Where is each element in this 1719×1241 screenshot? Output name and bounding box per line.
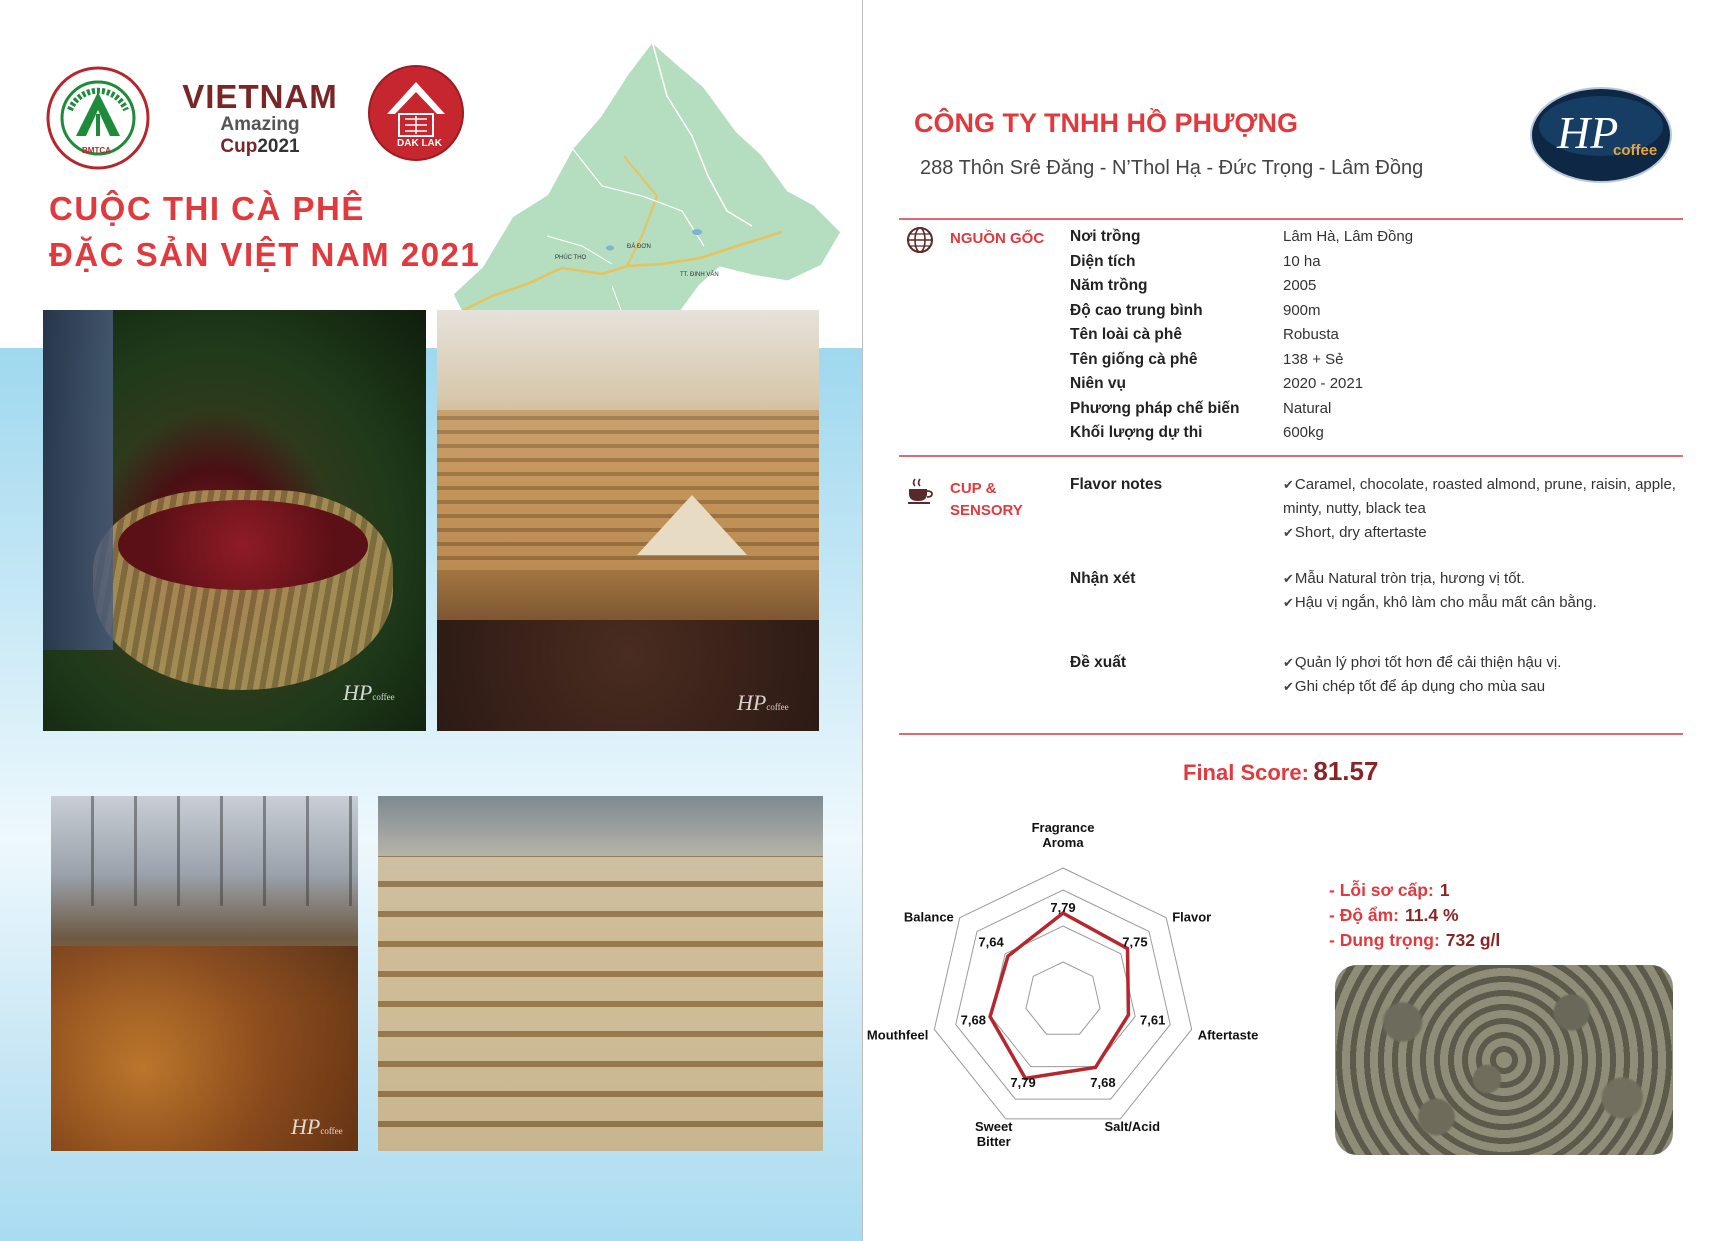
radar-value-label: 7,68	[960, 1012, 986, 1028]
origin-row-label: Diện tích	[1070, 252, 1136, 270]
check-icon: ✔	[1283, 525, 1294, 540]
hp-coffee-logo	[1529, 86, 1673, 184]
origin-row-label: Tên loài cà phê	[1070, 326, 1182, 343]
origin-section-label: NGUỒN GỐC	[950, 230, 1045, 247]
radar-axis-label: Aroma	[1042, 835, 1084, 850]
radar-series-line	[990, 913, 1128, 1078]
origin-row-value: 138 + Sẻ	[1283, 350, 1344, 368]
origin-row-label: Độ cao trung bình	[1070, 301, 1203, 319]
origin-row-label: Năm trồng	[1070, 277, 1148, 294]
origin-row-value: 10 ha	[1283, 252, 1321, 270]
globe-icon	[905, 225, 935, 255]
comment-list	[1283, 567, 1713, 615]
company-address: 288 Thôn Srê Đăng - N’Thol Hạ - Đức Trọng - Lâm Đồng	[920, 157, 1424, 179]
origin-row-label: Niên vụ	[1070, 375, 1126, 392]
photo-drying-tables	[437, 410, 819, 570]
check-icon: ✔	[1283, 477, 1294, 492]
green-bean-stats	[1329, 880, 1500, 955]
origin-row-value: 2020 - 2021	[1283, 375, 1364, 392]
radar-axis-label: Bitter	[976, 1133, 1011, 1149]
stat-row	[1329, 880, 1500, 901]
origin-row-value: 2005	[1283, 277, 1317, 294]
coffee-cup-icon	[905, 476, 935, 506]
origin-row-label: Khối lượng dự thi	[1070, 424, 1203, 441]
bmtca-bottom-text: BMTCA	[82, 146, 111, 155]
daklak-logo	[367, 64, 465, 162]
photo-watermark	[291, 1114, 343, 1140]
check-icon: ✔	[1283, 655, 1294, 670]
origin-row-value: Robusta	[1283, 326, 1339, 343]
checklist-item	[1283, 675, 1713, 699]
flavor-notes-list	[1283, 473, 1713, 545]
check-icon: ✔	[1283, 679, 1294, 694]
checklist-text: Caramel, chocolate, roasted almond, prune, raisin, apple, minty, nutty, black tea	[1283, 476, 1676, 517]
bmtca-logo	[46, 66, 150, 170]
divider-middle	[899, 455, 1683, 457]
radar-axis-label: Balance	[903, 909, 954, 925]
stat-label: - Độ ẩm:	[1329, 905, 1399, 925]
radar-value-label: 7,75	[1122, 934, 1148, 950]
origin-row-value: Lâm Hà, Lâm Đồng	[1283, 228, 1414, 245]
stat-row	[1329, 930, 1500, 951]
final-score	[1183, 756, 1378, 787]
origin-row-label: Phương pháp chế biến	[1070, 399, 1240, 417]
watermark-main: HP	[291, 1114, 321, 1139]
suggestion-list	[1283, 651, 1713, 699]
event-logo-year: 2021	[257, 136, 300, 157]
radar-value-label: 7,64	[978, 934, 1004, 950]
suggestion-label: Đề xuất	[1070, 654, 1126, 671]
right-page	[863, 0, 1719, 1241]
checklist-text: Mẫu Natural tròn trịa, hương vị tốt.	[1294, 570, 1525, 587]
checklist-item	[1283, 591, 1713, 615]
stat-value: 732 g/l	[1445, 930, 1501, 950]
photo-conical-hat	[637, 495, 747, 555]
cup-label-line1: CUP &	[950, 480, 997, 497]
radar-grid-ring	[991, 926, 1135, 1067]
check-icon: ✔	[1283, 571, 1294, 586]
origin-row-label: Tên giống cà phê	[1070, 350, 1198, 368]
photo-beds-grid	[378, 856, 823, 1151]
photo-drying-workers	[437, 310, 819, 731]
photo-watermark	[737, 690, 789, 716]
event-logo-line1: VIETNAM	[182, 78, 338, 115]
radar-axis-label: Flavor	[1172, 909, 1212, 925]
stat-row	[1329, 905, 1500, 926]
event-logo-amazing: Amazing	[220, 114, 300, 135]
checklist-item	[1283, 521, 1713, 545]
cup-label-line2: SENSORY	[950, 502, 1023, 519]
radar-value-label: 7,68	[1090, 1074, 1116, 1090]
photo-arm	[43, 310, 113, 650]
checklist-text: Quản lý phơi tốt hơn để cải thiện hậu vị.	[1294, 654, 1562, 671]
hp-logo-sub: coffee	[1613, 142, 1658, 159]
radar-axis-label: Mouthfeel	[866, 1027, 929, 1043]
event-logo-cup: Cup	[220, 136, 258, 157]
checklist-text: Ghi chép tốt để áp dụng cho mùa sau	[1294, 678, 1546, 695]
stat-label: - Dung trọng:	[1329, 930, 1440, 950]
map-label-dinh-van: TT. ĐINH VĂN	[680, 272, 719, 278]
final-score-label: Final Score:	[1183, 760, 1309, 785]
origin-row-label: Nơi trồng	[1070, 228, 1141, 245]
watermark-main: HP	[737, 690, 767, 715]
photo-coffee-harvest	[43, 310, 426, 731]
radar-axis-label: Fragrance	[1031, 820, 1095, 835]
map-label-phuc-tho: PHÚC THỌ	[555, 255, 587, 261]
event-logo-line2	[180, 114, 340, 158]
flavor-notes-label: Flavor notes	[1070, 476, 1163, 493]
photo-greenhouse-drying	[51, 796, 358, 1151]
hp-logo-main: HP	[1557, 107, 1619, 158]
checklist-text: Short, dry aftertaste	[1294, 524, 1427, 541]
page-title-line2: ĐẶC SẢN VIỆT NAM 2021	[49, 236, 481, 273]
radar-value-label: 7,79	[1050, 900, 1076, 915]
stat-value: 11.4 %	[1405, 905, 1459, 925]
photo-green-beans	[1335, 965, 1673, 1155]
divider-top	[899, 218, 1683, 220]
photo-cherries	[118, 500, 368, 590]
checklist-item	[1283, 567, 1713, 591]
checklist-item	[1283, 651, 1713, 675]
comment-label: Nhận xét	[1070, 570, 1136, 587]
photo-greenhouse-frame	[51, 796, 358, 906]
watermark-sub: coffee	[766, 702, 789, 712]
cupping-radar-chart	[866, 820, 1259, 1160]
map-label-da-don: ĐÀ ĐƠN	[627, 244, 651, 250]
origin-row-value: 900m	[1283, 301, 1321, 319]
watermark-sub: coffee	[320, 1126, 343, 1136]
daklak-logo-text: DAK LAK	[397, 138, 442, 149]
photo-watermark	[343, 680, 395, 706]
origin-row-value: 600kg	[1283, 424, 1324, 441]
photo-drying-beds	[378, 796, 823, 1151]
check-icon: ✔	[1283, 595, 1294, 610]
page-title-line1: CUỘC THI CÀ PHÊ	[49, 190, 365, 227]
stat-value: 1	[1439, 880, 1450, 900]
radar-grid-ring	[956, 890, 1170, 1099]
stat-label: - Lỗi sơ cấp:	[1329, 880, 1434, 900]
checklist-item	[1283, 473, 1713, 521]
vietnam-amazing-cup-logo	[180, 78, 340, 157]
cup-section-label	[950, 478, 1023, 522]
origin-row-value: Natural	[1283, 399, 1332, 417]
final-score-value: 81.57	[1313, 756, 1379, 786]
checklist-text: Hậu vị ngắn, khô làm cho mẫu mất cân bằng.	[1294, 594, 1597, 611]
watermark-sub: coffee	[372, 692, 395, 702]
radar-grid-ring	[1026, 962, 1100, 1034]
radar-axis-label: Aftertaste	[1197, 1027, 1259, 1043]
radar-axis-label: Sweet	[974, 1118, 1013, 1134]
watermark-main: HP	[343, 680, 373, 705]
radar-value-label: 7,79	[1010, 1074, 1036, 1090]
divider-bottom	[899, 733, 1683, 735]
radar-axis-label: Salt/Acid	[1104, 1118, 1161, 1134]
radar-value-label: 7,61	[1140, 1012, 1166, 1028]
company-name: CÔNG TY TNHH HỒ PHƯỢNG	[914, 108, 1298, 138]
